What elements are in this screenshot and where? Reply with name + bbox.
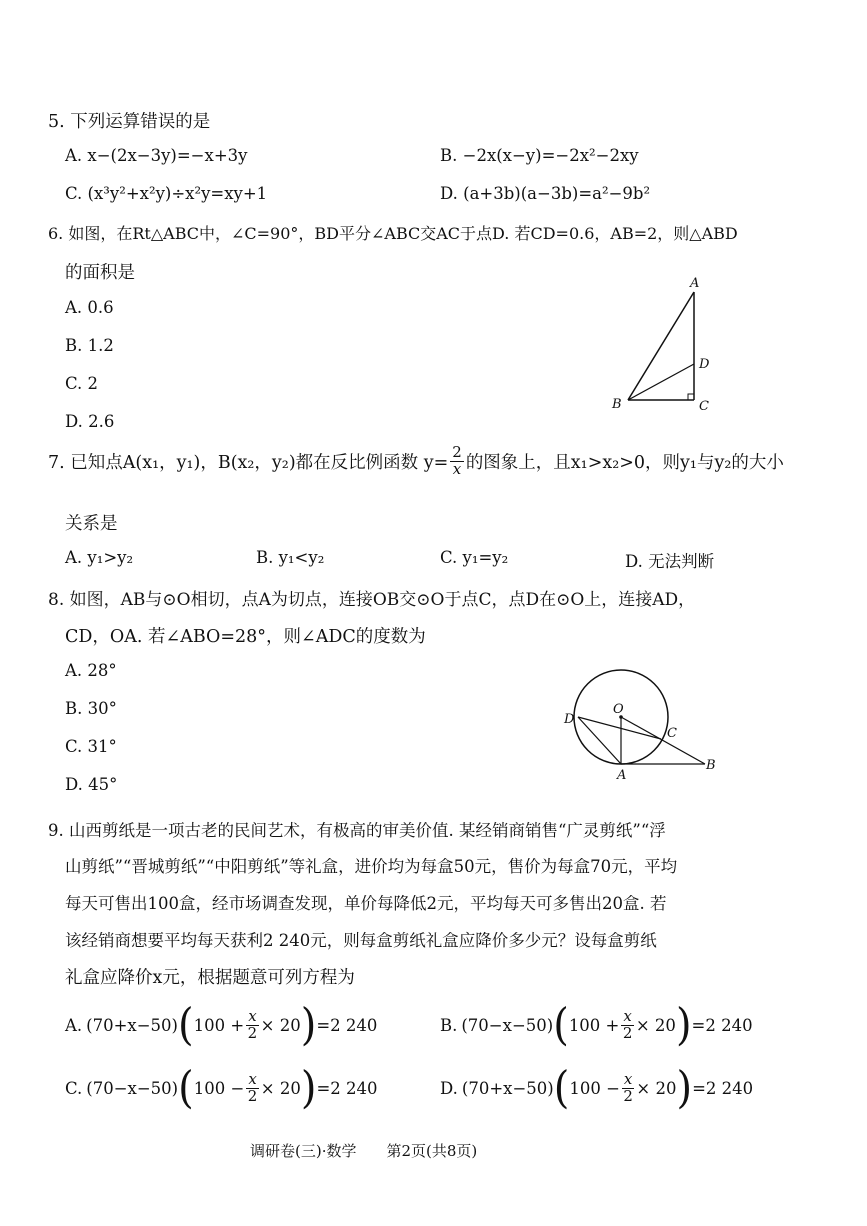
q9-option-c-inner-a: 100 − xyxy=(193,1078,245,1098)
q9-option-d-left: (70+x−50) xyxy=(461,1078,554,1098)
q7-stem-pre: 7. 已知点A(x₁，y₁)，B(x₂，y₂)都在反比例函数 y= xyxy=(48,452,449,473)
label-a: A xyxy=(617,768,627,783)
q5-option-b: B. −2x(x−y)=−2x²−2xy xyxy=(440,146,639,165)
q9-option-b-right: =2 240 xyxy=(691,1015,753,1035)
q9-option-b-inner-a: 100 + xyxy=(568,1015,620,1035)
q9-option-b-left: (70−x−50) xyxy=(461,1015,554,1035)
q7-stem-line2: 关系是 xyxy=(65,514,118,534)
q9-option-a-close-paren: ) xyxy=(300,999,317,1051)
q9-line3: 每天可售出100盒，经市场调查发现，单价每降低2元，平均每天可多售出20盒. 若 xyxy=(65,894,667,913)
label-c: C xyxy=(667,726,677,741)
q9-line2: 山剪纸”“晋城剪纸”“中阳剪纸”等礼盒，进价均为每盒50元，售价为每盒70元，平均 xyxy=(65,857,678,876)
q9-option-a-den: 2 xyxy=(247,1023,258,1042)
q8-option-d: D. 45° xyxy=(65,775,118,794)
right-angle-mark xyxy=(688,394,694,400)
q7-option-d: D. 无法判断 xyxy=(625,552,715,571)
q9-option-d-inner-a: 100 − xyxy=(569,1078,620,1098)
q9-option-b-close-paren: ) xyxy=(675,999,692,1051)
q6-option-d: D. 2.6 xyxy=(65,412,115,431)
label-c: C xyxy=(699,399,709,414)
q9-option-d-right: =2 240 xyxy=(692,1078,754,1098)
q7-option-a: A. y₁>y₂ xyxy=(65,548,134,567)
q9-line4: 该经销商想要平均每天获利2 240元，则每盒剪纸礼盒应降价多少元？设每盒剪纸 xyxy=(65,931,657,950)
q9-option-a-right: =2 240 xyxy=(316,1015,378,1035)
label-b: B xyxy=(612,397,622,412)
q7-fraction-den: x xyxy=(452,459,462,478)
segment-ob xyxy=(621,717,705,764)
q8-option-b: B. 30° xyxy=(65,699,117,718)
q9-option-a-inner-b: × 20 xyxy=(260,1015,301,1035)
q9-option-b-open-paren: ( xyxy=(553,999,569,1051)
q5-option-a: A. x−(2x−3y)=−x+3y xyxy=(65,146,248,165)
q9-option-a xyxy=(65,999,378,1051)
q9-option-a-inner-a: 100 + xyxy=(193,1015,245,1035)
q9-option-c-left: (70−x−50) xyxy=(86,1078,179,1098)
q6-option-a: A. 0.6 xyxy=(65,298,114,317)
q9-option-b-num: x xyxy=(623,1006,632,1025)
q9-option-c-den: 2 xyxy=(247,1086,258,1105)
q9-option-d-open-paren: ( xyxy=(553,1062,570,1114)
q7-option-c: C. y₁=y₂ xyxy=(440,548,509,567)
label-d: D xyxy=(699,357,710,372)
q9-option-c xyxy=(65,1062,378,1114)
side-ab xyxy=(628,292,694,400)
q7-option-b: B. y₁<y₂ xyxy=(256,548,325,567)
q8-option-a: A. 28° xyxy=(65,661,117,680)
label-o: O xyxy=(613,702,624,717)
q9-option-b-den: 2 xyxy=(622,1023,633,1042)
q9-line1: 9. 山西剪纸是一项古老的民间艺术，有极高的审美价值. 某经销商销售“广灵剪纸”“浮 xyxy=(48,821,666,840)
q9-option-d-den: 2 xyxy=(623,1086,633,1105)
q9-line5: 礼盒应降价x元，根据题意可列方程为 xyxy=(65,968,355,988)
q8-option-c: C. 31° xyxy=(65,737,117,756)
q9-option-d-num: x xyxy=(623,1069,633,1088)
label-a: A xyxy=(690,276,700,291)
q9-option-d-inner-b: × 20 xyxy=(636,1078,677,1098)
q6-stem-line1: 6. 如图，在Rt△ABC中，∠C=90°，BD平分∠ABC交AC于点D. 若CD=0.6，AB=2，则△ABD xyxy=(48,224,738,243)
page-footer: 调研卷(三)·数学 第2页(共8页) xyxy=(250,1142,478,1160)
label-d: D xyxy=(564,712,575,727)
q9-option-c-fraction xyxy=(246,1069,258,1105)
q9-option-d xyxy=(440,1062,754,1114)
q7-stem-line1 xyxy=(48,445,784,478)
q6-stem-line2: 的面积是 xyxy=(65,263,135,283)
segment-da xyxy=(578,717,621,764)
q8-stem-line1: 8. 如图，AB与⊙O相切，点A为切点，连接OB交⊙O于点C，点D在⊙O上，连接AD， xyxy=(48,590,696,610)
q9-option-d-close-paren: ) xyxy=(676,1062,693,1114)
q9-option-c-close-paren: ) xyxy=(300,1062,317,1114)
q9-option-d-label: D. xyxy=(440,1078,458,1098)
q7-fraction xyxy=(450,445,464,478)
q9-option-b-label: B. xyxy=(440,1015,458,1035)
q5-stem: 5. 下列运算错误的是 xyxy=(48,112,211,132)
q9-option-a-label: A. xyxy=(65,1015,83,1035)
q9-option-c-right: =2 240 xyxy=(316,1078,378,1098)
q9-option-c-label: C. xyxy=(65,1078,83,1098)
q8-stem-line2: CD，OA. 若∠ABO=28°，则∠ADC的度数为 xyxy=(65,627,426,647)
q9-option-b-inner-b: × 20 xyxy=(635,1015,676,1035)
q9-option-c-open-paren: ( xyxy=(178,1062,194,1114)
q8-circle-figure xyxy=(555,665,725,785)
q9-option-a-open-paren: ( xyxy=(178,999,194,1051)
q7-stem-post: 的图象上，且x₁>x₂>0，则y₁与y₂的大小 xyxy=(465,452,784,473)
segment-dc xyxy=(578,717,661,739)
q6-triangle-figure xyxy=(600,272,730,422)
q9-option-c-num: x xyxy=(248,1069,257,1088)
q9-option-c-inner-b: × 20 xyxy=(260,1078,301,1098)
segment-bd xyxy=(628,364,694,400)
q9-option-d-fraction xyxy=(622,1069,634,1105)
q9-option-a-left: (70+x−50) xyxy=(86,1015,178,1035)
q6-option-c: C. 2 xyxy=(65,374,99,393)
q5-option-d: D. (a+3b)(a−3b)=a²−9b² xyxy=(440,184,651,203)
q9-option-a-num: x xyxy=(248,1006,257,1025)
q5-option-c: C. (x³y²+x²y)÷x²y=xy+1 xyxy=(65,184,268,203)
q9-option-b xyxy=(440,999,753,1051)
q6-option-b: B. 1.2 xyxy=(65,336,114,355)
q9-option-b-fraction xyxy=(621,1006,633,1042)
q9-option-a-fraction xyxy=(246,1006,258,1042)
label-b: B xyxy=(706,758,716,773)
q7-fraction-num: 2 xyxy=(452,443,462,461)
